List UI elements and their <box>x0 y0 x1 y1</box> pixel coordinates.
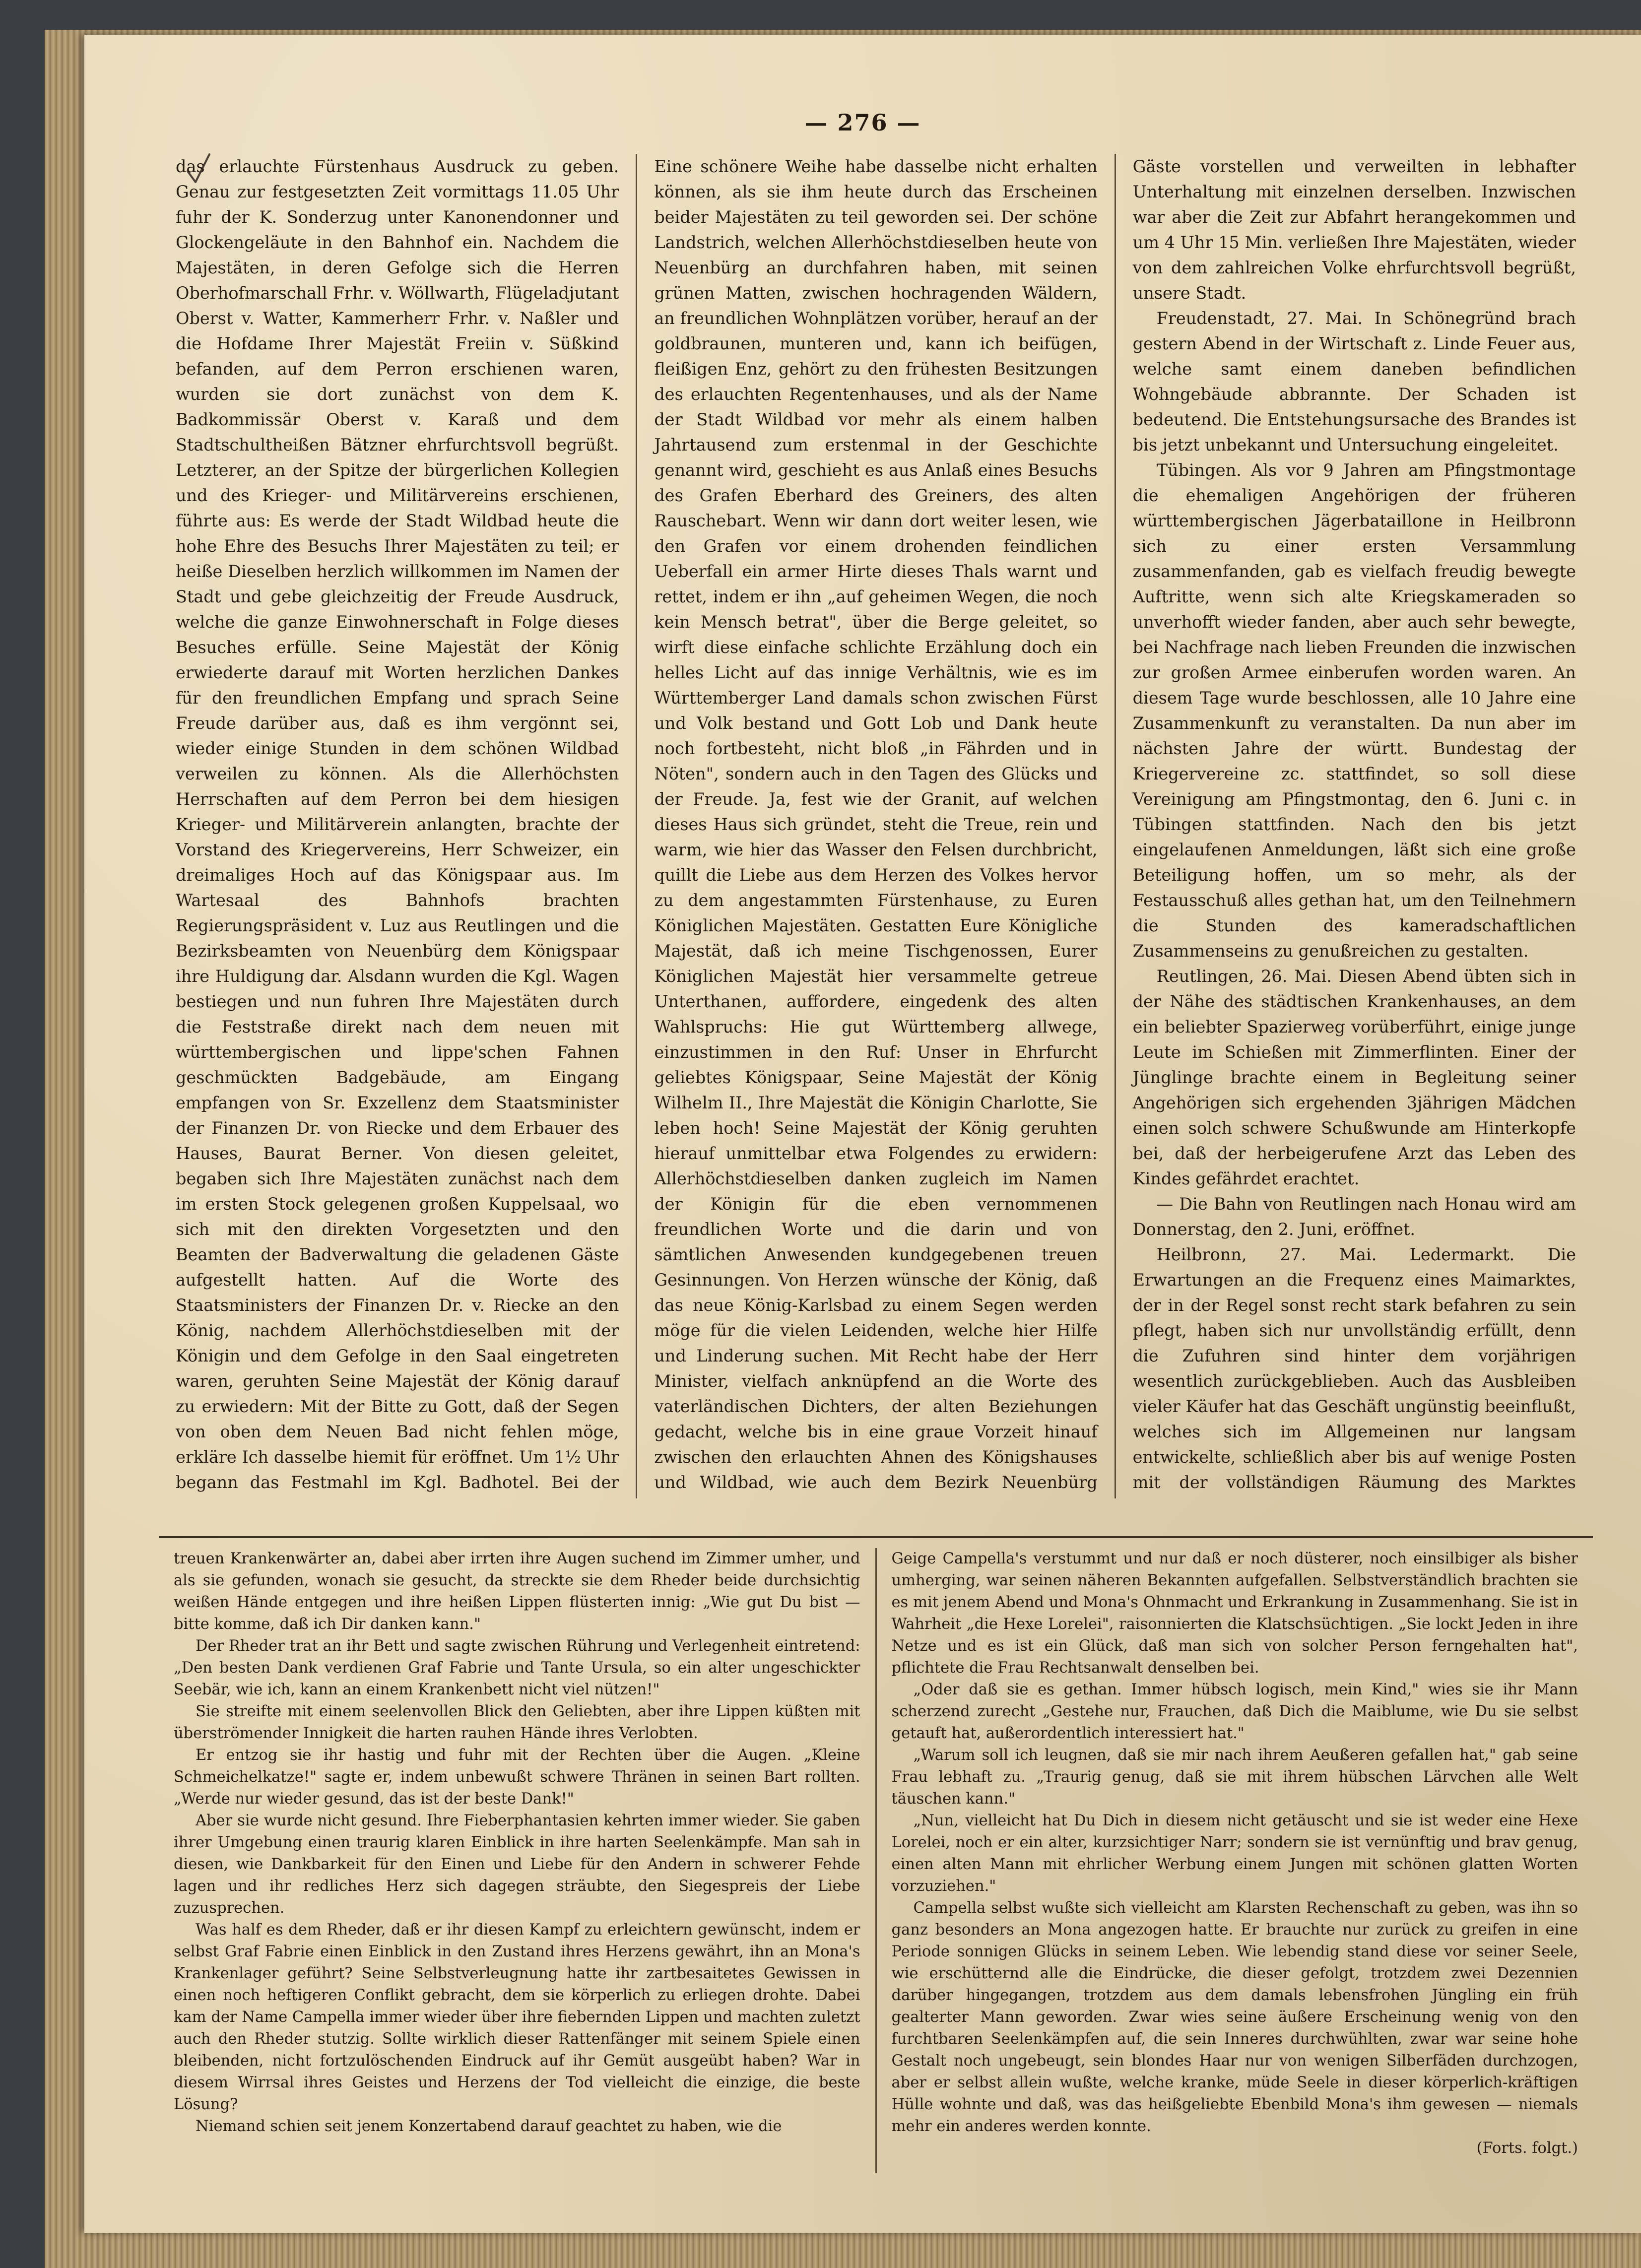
newspaper-page <box>84 35 1641 2233</box>
feuilleton-right-column <box>875 1548 1593 2173</box>
article-paragraph: Gäste vorstellen und verweilten in lebhafter Unterhaltung mit einzelnen derselben. Inzwischen war aber die Zeit zur Abfahrt herangekommen und um 4 Uhr 15 Min. verließen Ihre Majestäten, wieder von dem zahlreichen Volke ehrfurchtsvoll begrüßt, unsere Stadt. <box>1132 157 1576 303</box>
column-3 <box>1115 154 1593 1498</box>
story-paragraph: Aber sie wurde nicht gesund. Ihre Fieberphantasien kehrten immer wieder. Sie gaben ihrer Umgebung einen traurig klaren Einblick in ihre harten Seelenkämpfe. Man sah in diesen, wie Dankbarkeit für den Einen und Liebe für den Andern in schwerer Fehde lagen und ihr redliches Herz sich dagegen sträubte, den Siegespreis der Liebe zuzusprechen. <box>174 1812 860 1917</box>
story-paragraph: „Nun, vielleicht hat Du Dich in diesem nicht getäuscht und sie ist weder eine Hexe Lorelei, noch er ein alter, kurzsichtiger Narr; sondern sie ist vernünftig und brav genug, einen alten Mann mit ehrlicher Werbung einem Jungen mit schönen glatten Worten vorzuziehen." <box>891 1812 1578 1895</box>
news-item-heilbronn: Heilbronn, 27. Mai. Ledermarkt. Die Erwartungen an die Frequenz eines Maimarktes, der in der Regel sonst recht stark befahren zu sein pflegt, haben sich nur unvollständig erfüllt, denn die Zufuhren sind hinter dem vorjährigen wesentlich zurückgeblieben. Auch das Ausbleiben vieler Käufer hat das Geschäft ungünstig beeinflußt, welches sich im Allgemeinen nur langsam entwickelte, schließlich aber bis auf wenige Posten mit der vollständigen Räumung des Marktes <box>1132 1245 1576 1492</box>
story-paragraph: „Oder daß sie es gethan. Immer hübsch logisch, mein Kind," wies sie ihr Mann scherzend zurecht „Gestehe nur, Frauchen, daß Dich die Maiblume, wie Du sie selbst getauft hat, außerordentlich interessiert hat." <box>891 1681 1578 1742</box>
story-paragraph: treuen Krankenwärter an, dabei aber irrten ihre Augen suchend im Zimmer umher, und als sie gefunden, wonach sie gesucht, da streckte sie dem Rheder beide durchsichtig weißen Hände entgegen und ihre heißen Lippen flüsterten innig: „Wie gut Du bist — bitte komme, daß ich Dir danken kann." <box>174 1550 860 1633</box>
story-paragraph: Sie streifte mit einem seelenvollen Blick den Geliebten, aber ihre Lippen küßten mit überströmender Innigkeit die harten rauhen Hände ihres Verlobten. <box>174 1703 860 1742</box>
story-paragraph: Campella selbst wußte sich vielleicht am Klarsten Rechenschaft zu geben, was ihn so ganz besonders an Mona angezogen hatte. Er brauchte nur zurück zu greifen in eine Periode sonnigen Glücks in seinem Leben. Wie lebendig stand diese vor seiner Seele, wie erschütternd alle die Eindrücke, die dieser gefolgt, trotzdem zwei Dezennien darüber hingegangen, trotzdem aus dem damals lebensfrohen Jüngling ein früh gealterter Mann geworden. Zwar wies seine äußere Erscheinung wenig von den furchtbaren Seelenkämpfen auf, die sein Inneres durchwühlten, zwar war seine hohe Gestalt noch ungebeugt, sein blondes Haar nur von wenigen Silberfäden durchzogen, aber er selbst allein wußte, welche kranke, müde Seele in dieser körperlich-kräftigen Hülle wohnte und daß, was das heißgeliebte Ebenbild Mona's ihm gewesen — niemals mehr ein anderes werden konnte. <box>891 1899 1578 2135</box>
news-item-freudenstadt: Freudenstadt, 27. Mai. In Schönegründ brach gestern Abend in der Wirtschaft z. Linde Feuer aus, welche samt einem daneben befindlichen Wohngebäude abbrannte. Der Schaden ist bedeutend. Die Entstehungsursache des Brandes ist bis jetzt unbekannt und Untersuchung eingeleitet. <box>1132 309 1576 454</box>
page-number: — 276 — <box>804 109 921 136</box>
news-columns <box>159 154 1593 1498</box>
story-paragraph: Was half es dem Rheder, daß er ihr diesen Kampf zu erleichtern gewünscht, indem er selbst Graf Fabrie einen Einblick in den Zustand ihres Herzens gewährt, ihn an Mona's Krankenlager geführt? Seine Selbstverleugnung hatte ihr zartbesaitetes Gewissen in einen noch heftigeren Conflikt gebracht, dem sie körperlich zu erliegen drohte. Dabei kam der Name Campella immer wieder über ihre fiebernden Lippen und machten zuletzt auch den Rheder stutzig. Sollte wirklich dieser Rattenfänger mit seinem Spiele einen bleibenden, nicht fortzulöschenden Eindruck auf ihr Gemüt ausgeübt haben? War in diesem Wirrsal ihres Geistes und Herzens der Tod vielleicht die einzige, die beste Lösung? <box>174 1921 860 2113</box>
column-2 <box>636 154 1114 1498</box>
feuilleton <box>159 1548 1593 2173</box>
story-paragraph: Geige Campella's verstummt und nur daß er noch düsterer, noch einsilbiger als bisher umherging, war seinen näheren Bekannten aufgefallen. Selbstverständlich brachten sie es mit jenem Abend und Mona's Ohnmacht und Erkrankung in Zusammenhang. Sie ist in Wahrheit „die Hexe Lorelei", raisonnierten die Klatschsüchtigen. „Sie lockt Jeden in ihre Netze und es ist ein Glück, daß man sich von solcher Person ferngehalten hat", pflichtete die Frau Rechtsanwalt denselben bei. <box>891 1550 1578 1677</box>
story-paragraph: Niemand schien seit jenem Konzertabend darauf geachtet zu haben, wie die <box>196 2118 782 2135</box>
story-paragraph: Der Rheder trat an ihr Bett und sagte zwischen Rührung und Verlegenheit eintretend: „Den besten Dank verdienen Graf Fabrie und Tante Ursula, so ein alter ungeschickter Seebär, wie ich, kann an einem Krankenbett nicht viel nützen!" <box>174 1637 860 1698</box>
continuation-note: (Forts. folgt.) <box>1476 2139 1578 2157</box>
column-1 <box>159 154 636 1498</box>
feuilleton-left-column <box>159 1548 875 2173</box>
article-paragraph: das erlauchte Fürstenhaus Ausdruck zu geben. Genau zur festgesetzten Zeit vormittags 11.05 Uhr fuhr der K. Sonderzug unter Kanonendonner und Glockengeläute in den Bahnhof ein. Nachdem die Majestäten, in deren Gefolge sich die Herren Oberhofmarschall Frhr. v. Wöllwarth, Flügeladjutant Oberst v. Watter, Kammerherr Frhr. v. Naßler und die Hofdame Ihrer Majestät Freiin v. Süßkind befanden, auf dem Perron erschienen waren, wurden sie dort zunächst von dem K. Badkommissär Oberst v. Karaß und dem Stadtschultheißen Bätzner ehrfurchtsvoll begrüßt. Letzterer, an der Spitze der bürgerlichen Kollegien und des Krieger- und Militärvereins erschienen, führte aus: Es werde der Stadt Wildbad heute die hohe Ehre des Besuchs Ihrer Majestäten zu teil; er heiße Dieselben herzlich willkommen im Namen der Stadt und gebe gleichzeitig der Freude Ausdruck, welche die ganze Einwohnerschaft in Folge dieses Besuches erfülle. Seine Majestät der König erwiederte darauf mit Worten herzlichen Dankes für den freundlichen Empfang und sprach Seine Freude darüber aus, daß es ihm vergönnt sei, wieder einige Stunden in dem schönen Wildbad verweilen zu können. Als die Allerhöchsten Herrschaften auf dem Perron bei dem hiesigen Krieger- und Militärverein anlangten, brachte der Vorstand des Kriegervereins, Herr Schweizer, ein dreimaliges Hoch auf das Königspaar aus. Im Wartesaal des Bahnhofs brachten Regierungspräsident v. Luz aus Reutlingen und die Bezirksbeamten von Neuenbürg dem Königspaar ihre Huldigung dar. Alsdann wurden die Kgl. Wagen bestiegen und nun fuhren Ihre Majestäten durch die Feststraße direkt nach dem neuen mit württembergischen und lippe'schen Fahnen geschmückten Badgebäude, am Eingang empfangen von Sr. Exzellenz dem Staatsminister der Finanzen Dr. von Riecke und dem Erbauer des Hauses, Baurat Berner. Von diesen geleitet, begaben sich Ihre Majestäten zunächst nach dem im ersten Stock gelegenen großen Kuppelsaal, wo sich mit den direkten Vorgesetzten und den Beamten der Badverwaltung die geladenen Gäste aufgestellt hatten. Auf die Worte des Staatsministers der Finanzen Dr. v. Riecke an den König, nachdem Allerhöchstdieselben mit der Königin und dem Gefolge in den Saal eingetreten waren, geruhten Seine Majestät der König darauf zu erwiedern: Mit der Bitte zu Gott, daß der Segen von oben dem Neuen Bad nicht fehlen möge, erkläre Ich dasselbe hiemit für eröffnet. Um 1½ Uhr begann das Festmahl im Kgl. Badhotel. Bei der <box>176 157 619 1492</box>
feuilleton-divider <box>159 1536 1593 1538</box>
news-item-honau: — Die Bahn von Reutlingen nach Honau wird am Donnerstag, den 2. Juni, eröffnet. <box>1132 1194 1576 1239</box>
story-paragraph: Er entzog sie ihr hastig und fuhr mit der Rechten über die Augen. „Kleine Schmeichelkatze!" sagte er, indem unbewußt schwere Thränen in seinen Bart rollten. „Werde nur wieder gesund, das ist der beste Dank!" <box>174 1747 860 1808</box>
story-paragraph: „Warum soll ich leugnen, daß sie mir nach ihrem Aeußeren gefallen hat," gab seine Frau lebhaft zu. „Traurig genug, daß sie mit ihrem hübschen Lärvchen alle Welt täuschen kann." <box>891 1747 1578 1808</box>
news-item-tuebingen: Tübingen. Als vor 9 Jahren am Pfingstmontage die ehemaligen Angehörigen der früheren württembergischen Jägerbataillone in Heilbronn sich zu einer ersten Versammlung zusammenfanden, gab es vielfach freudig bewegte Auftritte, wenn sich alte Kriegskameraden so unverhofft wieder fanden, aber auch sehr bewegte, bei Nachfrage nach lieben Freunden die inzwischen zur großen Armee einberufen worden waren. An diesem Tage wurde beschlossen, alle 10 Jahre eine Zusammenkunft zu veranstalten. Da nun aber im nächsten Jahre der württ. Bundestag der Kriegervereine zc. stattfindet, so soll diese Vereinigung am Pfingstmontag, den 6. Juni c. in Tübingen stattfinden. Nach den bis jetzt eingelaufenen Anmeldungen, läßt sich eine große Beteiligung hoffen, um so mehr, als der Festausschuß alles gethan hat, um den Teilnehmern die Stunden des kameradschaftlichen Zusammenseins zu genußreichen zu gestalten. <box>1132 460 1576 961</box>
news-item-reutlingen: Reutlingen, 26. Mai. Diesen Abend übten sich in der Nähe des städtischen Krankenhauses, an dem ein beliebter Spazierweg vorüberführt, einige junge Leute im Schießen mit Zimmerflinten. Einer der Jünglinge brachte einem in Begleitung seiner Angehörigen sich ergehenden 3jährigen Mädchen einen solch schwere Schußwunde am Hinterkopfe bei, daß der herbeigerufene Arzt das Leben des Kindes gefährdet erachtet. <box>1132 967 1576 1188</box>
article-paragraph: Eine schönere Weihe habe dasselbe nicht erhalten können, als sie ihm heute durch das Erscheinen beider Majestäten zu teil geworden sei. Der schöne Landstrich, welchen Allerhöchstdieselben heute von Neuenbürg an durchfahren haben, mit seinen grünen Matten, zwischen hochragenden Wäldern, an freundlichen Wohnplätzen vorüber, herauf an der goldbraunen, munteren und, kann ich beifügen, fleißigen Enz, gehört zu den frühesten Besitzungen des erlauchten Regentenhauses, und als der Name der Stadt Wildbad vor mehr als einem halben Jahrtausend zum erstenmal in der Geschichte genannt wird, geschieht es aus Anlaß eines Besuchs des Grafen Eberhard des Greiners, des alten Rauschebart. Wenn wir dann dort weiter lesen, wie den Grafen vor einem drohenden feindlichen Ueberfall ein armer Hirte dieses Thals warnt und rettet, indem er ihn „auf geheimen Wegen, die noch kein Mensch betrat", über die Berge geleitet, so wirft diese einfache schlichte Erzählung doch ein helles Licht auf das innige Verhältnis, wie es im Württemberger Land damals schon zwischen Fürst und Volk bestand und Gott Lob und Dank heute noch fortbesteht, nicht bloß „in Fährden und in Nöten", sondern auch in den Tagen des Glücks und der Freude. Ja, fest wie der Granit, auf welchen dieses Haus sich gründet, steht die Treue, rein und warm, wie hier das Wasser den Felsen durchbricht, quillt die Liebe aus dem Herzen des Volkes hervor zu dem angestammten Fürstenhause, zu Euren Königlichen Majestäten. Gestatten Eure Königliche Majestät, daß ich meine Tischgenossen, Eurer Königlichen Majestät hier versammelte getreue Unterthanen, auffordere, eingedenk des alten Wahlspruchs: Hie gut Württemberg allwege, einzustimmen in den Ruf: Unser in Ehrfurcht geliebtes Königspaar, Seine Majestät der König Wilhelm II., Ihre Majestät die Königin Charlotte, Sie leben hoch! Seine Majestät der König geruhten hierauf unmittelbar etwa Folgendes zu erwidern: Allerhöchstdieselben danken zugleich im Namen der Königin für die eben vernommenen freundlichen Worte und die darin und von sämtlichen Anwesenden kundgegebenen treuen Gesinnungen. Von Herzen wünsche der König, daß das neue König-Karlsbad zu einem Segen werden möge für die vielen Leidenden, welche hier Hilfe und Linderung suchen. Mit Recht habe der Herr Minister, vielfach anknüpfend an die Worte des vaterländischen Dichters, der alten Beziehungen gedacht, welche bis in eine graue Vorzeit hinauf zwischen den erlauchten Ahnen des Königshauses und Wildbad, wie auch dem Bezirk Neuenbürg <box>654 157 1098 1492</box>
